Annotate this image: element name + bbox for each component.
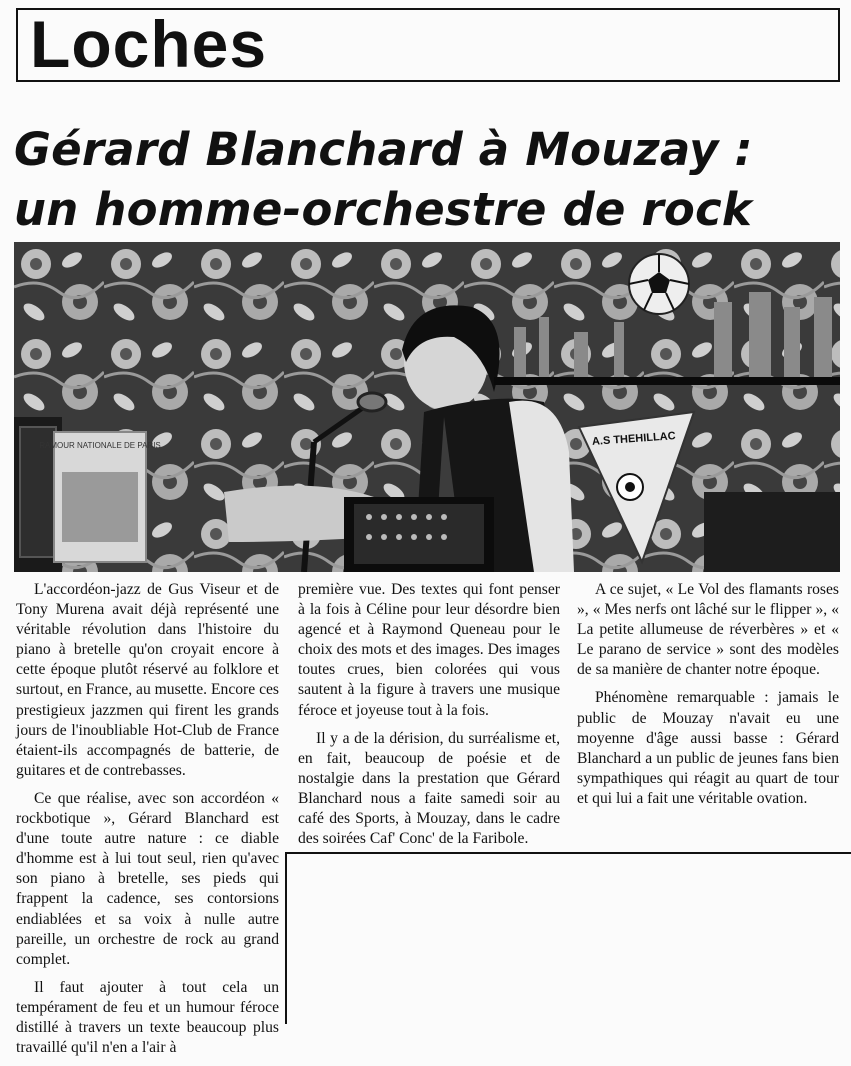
section-header-box xyxy=(16,8,840,82)
headline-line-2: un homme-orchestre de rock xyxy=(14,183,752,236)
paragraph: première vue. Des textes qui font penser à la fois à Céline pour leur désordre bien agencé et à Raymond Queneau pour le choix des mots et des images. Des images toutes crues, bien colorées qui vous sautent à la figure à travers une musique féroce et joyeuse tout à la fois. xyxy=(298,581,560,719)
article-column-2 xyxy=(298,580,560,857)
concert-photo xyxy=(14,242,840,572)
paragraph: Ce que réalise, avec son accordéon « rockbotique », Gérard Blanchard est d'une toute autre nature : ce diable d'homme est à lui tout seul, rien qu'avec son piano à bretelle, ses pieds qui frappent la cadence, ses contorsions endiablées et sa voix à nulle autre pareille, un orchestre de rock au grand complet. xyxy=(16,789,279,968)
paragraph: L'accordéon-jazz de Gus Viseur et de Tony Murena avait déjà représenté une véritable révolution dans l'histoire du piano à bretelle qu'on croyait encore à cette époque plutôt réservé au folklore et surtout, en France, au musette. Encore ces prestigieux jazzmen qui firent les grands jours de l'inoubliable Hot-Club de France étaient-ils accompagnés de batterie, de guitares et de contrebasses. xyxy=(16,581,279,779)
headline-line-1: Gérard Blanchard à Mouzay : xyxy=(14,123,753,176)
article-headline xyxy=(14,120,844,240)
section-title: Loches xyxy=(30,7,268,81)
poster-text: RAMOUR NATIONALE DE PARIS xyxy=(39,441,161,450)
paragraph: A ce sujet, « Le Vol des flamants roses », « Mes nerfs ont lâché sur le flipper », « La petite allumeuse de réverbères » et « Le parano de service » sont des modèles de sa manière de chanter notre époque. xyxy=(577,581,839,679)
paragraph: Il faut ajouter à tout cela un tempérament de feu et un humour féroce distillé à travers un texte beaucoup plus travaillé qu'il n'en a l'air à xyxy=(16,978,279,1057)
paragraph: Phénomène remarquable : jamais le public de Mouzay n'avait eu une moyenne d'âge aussi basse : Gérard Blanchard a un public de jeunes fans bien sympathiques qui réagit au quart de tour et qui lui a fait une véritable ovation. xyxy=(577,689,839,807)
article-column-3 xyxy=(577,580,839,817)
paragraph: Il y a de la dérision, du surréalisme et, en fait, beaucoup de poésie et de nostalgie dans la prestation que Gérard Blanchard nous a faite samedi soir au café des Sports, à Mouzay, dans le cadre des soirées Caf' Conc' de la Faribole. xyxy=(298,729,560,848)
pennant-text: A.S THEHILLAC xyxy=(591,430,676,448)
article-column-1 xyxy=(16,580,279,1066)
empty-frame-box xyxy=(285,852,851,1024)
